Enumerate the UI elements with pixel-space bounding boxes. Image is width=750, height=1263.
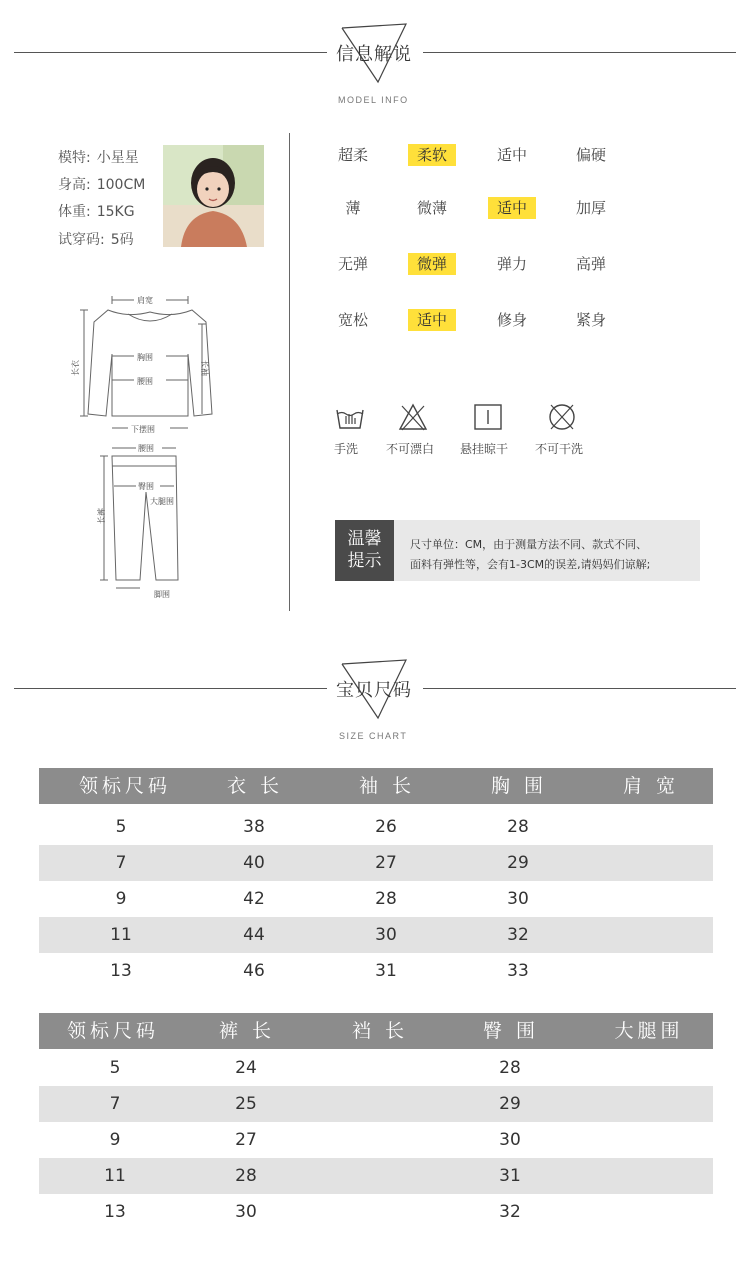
no-dry-clean-icon [547, 402, 577, 432]
cell-shoulder [610, 953, 690, 989]
col-header-hip: 臀 围 [482, 1020, 540, 1042]
diagram-label-leg-opening: 脚围 [154, 590, 170, 599]
cell-length: 44 [243, 925, 265, 945]
cell-size: 13 [104, 1202, 126, 1222]
cell-size: 9 [109, 1130, 121, 1150]
cell-size: 7 [115, 853, 127, 873]
cell-rise [339, 1086, 419, 1122]
cell-hip: 30 [499, 1130, 521, 1150]
cell-sleeve: 30 [375, 925, 397, 945]
attr-thickness-3-selected: 适中 [488, 197, 536, 219]
table-header [39, 1013, 713, 1049]
attr-elasticity-2-selected: 微弹 [408, 253, 456, 275]
divider-line [423, 688, 736, 689]
divider-line [14, 52, 327, 53]
attr-elasticity-4: 高弹 [575, 255, 606, 273]
table-row [39, 881, 713, 917]
model-weight-value: 15KG [96, 204, 135, 220]
attr-softness-3: 适中 [496, 146, 527, 164]
divider-line [423, 52, 736, 53]
cell-length: 42 [243, 889, 265, 909]
cell-chest: 28 [507, 817, 529, 837]
attr-softness-1: 超柔 [337, 146, 368, 164]
table-row [39, 1050, 713, 1086]
diagram-label-chest: 胸围 [137, 353, 153, 362]
attr-softness-2-selected: 柔软 [408, 144, 456, 166]
cell-chest: 33 [507, 961, 529, 981]
cell-rise [339, 1050, 419, 1086]
cell-chest: 32 [507, 925, 529, 945]
table-row [39, 1122, 713, 1158]
model-size-value: 5码 [110, 232, 134, 248]
tip-box [335, 520, 700, 581]
cell-size: 5 [109, 1058, 121, 1078]
diagram-label-body-length: 长衣 [71, 360, 80, 376]
model-weight-row [58, 201, 135, 221]
cell-thigh [609, 1086, 689, 1122]
model-photo [163, 145, 264, 247]
section-subtitle: MODEL INFO [338, 95, 409, 105]
model-height-value: 100CM [96, 177, 146, 193]
cell-chest: 30 [507, 889, 529, 909]
col-header-thigh: 大腿围 [614, 1020, 684, 1042]
cell-size: 11 [104, 1166, 126, 1186]
cell-pants-length: 24 [235, 1058, 257, 1078]
model-name-value: 小星星 [96, 150, 139, 166]
top-size-table [39, 768, 713, 984]
model-name-row [58, 147, 139, 167]
cell-size: 9 [115, 889, 127, 909]
cell-rise [339, 1122, 419, 1158]
table-row [39, 1194, 713, 1230]
cell-length: 40 [243, 853, 265, 873]
model-size-label: 试穿码: [58, 232, 105, 248]
pants-size-table [39, 1013, 713, 1231]
cell-hip: 29 [499, 1094, 521, 1114]
cell-sleeve: 26 [375, 817, 397, 837]
no-bleach-icon [398, 402, 428, 432]
attr-fit-4: 紧身 [575, 311, 606, 329]
cell-size: 13 [110, 961, 132, 981]
cell-size: 11 [110, 925, 132, 945]
model-height-label: 身高: [58, 177, 91, 193]
table-row [39, 917, 713, 953]
attr-elasticity-1: 无弹 [337, 255, 368, 273]
diagram-label-hem: 下摆围 [131, 425, 155, 434]
divider-line [14, 688, 327, 689]
attr-fit-2-selected: 适中 [408, 309, 456, 331]
attr-elasticity-3: 弹力 [496, 255, 527, 273]
col-header-shoulder: 肩 宽 [622, 775, 680, 797]
section-title: 信息解说 [336, 44, 412, 65]
cell-pants-length: 28 [235, 1166, 257, 1186]
cell-shoulder [610, 845, 690, 881]
cell-rise [339, 1158, 419, 1194]
diagram-label-pants-waist: 腰围 [138, 444, 154, 453]
cell-thigh [609, 1122, 689, 1158]
cell-hip: 28 [499, 1058, 521, 1078]
diagram-label-thigh: 大腿围 [150, 497, 174, 506]
attr-fit-3: 修身 [496, 311, 527, 329]
cell-length: 38 [243, 817, 265, 837]
table-row [39, 809, 713, 845]
attr-thickness-4: 加厚 [575, 199, 606, 217]
model-weight-label: 体重: [58, 204, 91, 220]
col-header-chest: 胸 围 [490, 775, 548, 797]
attr-softness-4: 偏硬 [575, 146, 606, 164]
diagram-label-shoulder: 肩宽 [137, 296, 153, 305]
col-header-size: 领标尺码 [66, 1020, 159, 1042]
hang-dry-icon [473, 402, 503, 432]
cell-sleeve: 27 [375, 853, 397, 873]
cell-shoulder [610, 809, 690, 845]
table-row [39, 1158, 713, 1194]
col-header-length: 衣 长 [226, 775, 284, 797]
cell-size: 7 [109, 1094, 121, 1114]
cell-pants-length: 25 [235, 1094, 257, 1114]
table-row [39, 953, 713, 989]
cell-thigh [609, 1050, 689, 1086]
cell-pants-length: 27 [235, 1130, 257, 1150]
tip-text-line1: 尺寸单位：CM，由于测量方法不同、款式不同、 [410, 538, 648, 551]
diagram-label-waist: 腰围 [137, 377, 153, 386]
col-header-pants-length: 裤 长 [218, 1020, 276, 1042]
cell-pants-length: 30 [235, 1202, 257, 1222]
table-header [39, 768, 713, 804]
cell-length: 46 [243, 961, 265, 981]
tip-text-line2: 面料有弹性等，会有1-3CM的误差,请妈妈们谅解; [410, 558, 651, 571]
vertical-divider [289, 133, 290, 611]
cell-hip: 32 [499, 1202, 521, 1222]
care-label-hand-wash: 手洗 [334, 442, 359, 456]
table-row [39, 1086, 713, 1122]
model-height-row [58, 174, 145, 194]
measurement-diagram [70, 288, 230, 604]
attr-thickness-2: 微薄 [416, 199, 447, 217]
attr-fit-1: 宽松 [337, 311, 368, 329]
care-label-no-bleach: 不可漂白 [386, 442, 435, 456]
tip-label-line1: 温馨 [347, 529, 382, 549]
attr-thickness-1: 薄 [345, 199, 361, 217]
diagram-label-sleeve-length: 长袖 [200, 360, 209, 376]
col-header-size: 领标尺码 [78, 775, 171, 797]
cell-rise [339, 1194, 419, 1230]
cell-size: 5 [115, 817, 127, 837]
cell-shoulder [610, 881, 690, 917]
hand-wash-icon [335, 402, 365, 432]
col-header-rise: 裆 长 [351, 1020, 409, 1042]
cell-thigh [609, 1158, 689, 1194]
section-subtitle: SIZE CHART [339, 731, 408, 741]
cell-shoulder [610, 917, 690, 953]
care-label-hang-dry: 悬挂晾干 [460, 442, 509, 456]
cell-sleeve: 31 [375, 961, 397, 981]
tip-label [335, 520, 394, 581]
cell-hip: 31 [499, 1166, 521, 1186]
cell-sleeve: 28 [375, 889, 397, 909]
table-row [39, 845, 713, 881]
model-name-label: 模特: [58, 150, 91, 166]
care-label-no-dry-clean: 不可干洗 [535, 442, 584, 456]
tip-label-line2: 提示 [347, 551, 382, 571]
diagram-label-hip: 臀围 [138, 482, 154, 491]
model-size-row [58, 229, 134, 249]
cell-chest: 29 [507, 853, 529, 873]
col-header-sleeve: 袖 长 [358, 775, 416, 797]
diagram-label-pants-length: 长裤 [97, 508, 106, 524]
cell-thigh [609, 1194, 689, 1230]
section-title: 宝贝尺码 [336, 680, 412, 701]
